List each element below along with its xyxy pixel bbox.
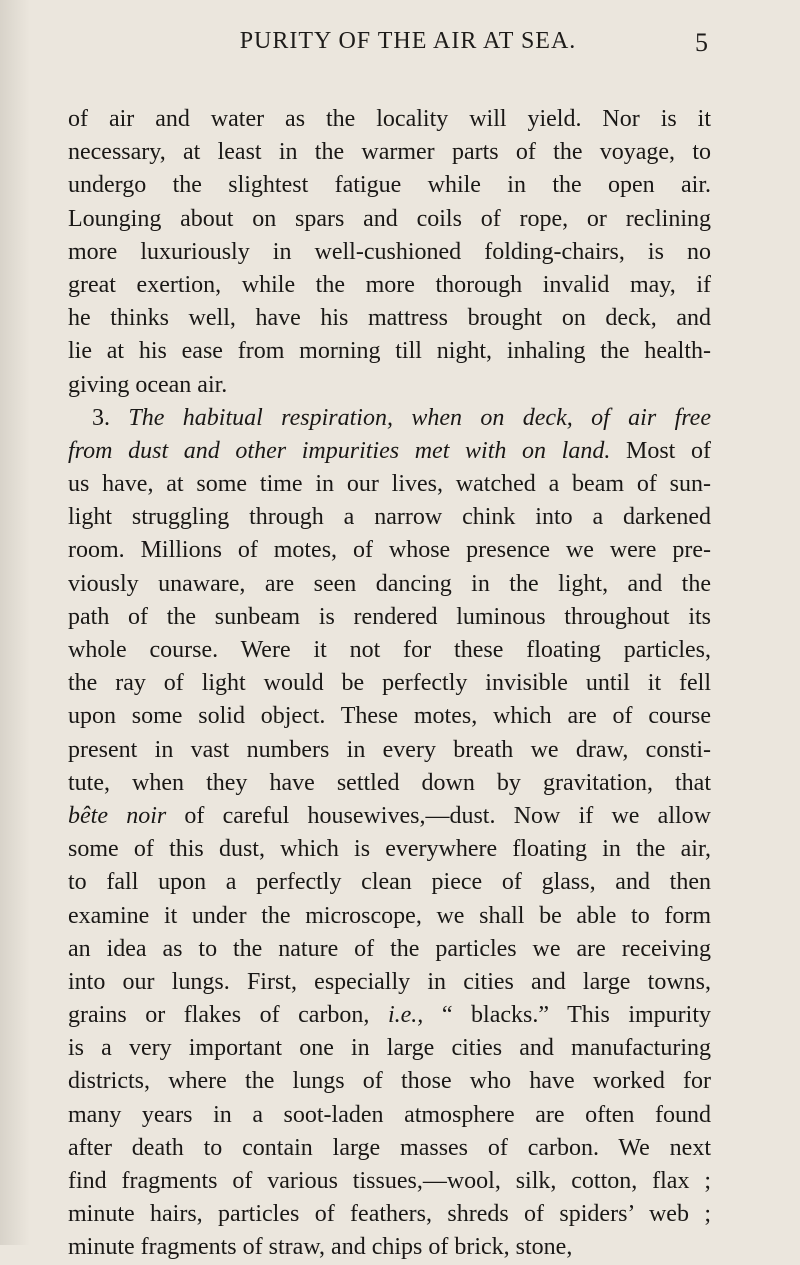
text-line: grains or flakes of carbon, i.e., “ blacks.” This impurity	[68, 1002, 711, 1029]
text-line: bête noir of careful housewives,—dust. Now if we allow	[68, 802, 711, 829]
body-text	[68, 103, 711, 1265]
text-line: present in vast numbers in every breath we draw, consti-	[68, 736, 711, 763]
text-line: examine it under the microscope, we shall be able to form	[68, 902, 711, 929]
text-line: necessary, at least in the warmer parts of the voyage, to	[68, 139, 711, 166]
text-line: some of this dust, which is everywhere floating in the air,	[68, 836, 711, 863]
text-line: minute fragments of straw, and chips of brick, stone,	[68, 1234, 573, 1261]
text-line: more luxuriously in well-cushioned folding-chairs, is no	[68, 238, 711, 265]
running-title: PURITY OF THE AIR AT SEA.	[239, 28, 577, 54]
page-number: 5	[695, 28, 708, 57]
text-line: great exertion, while the more thorough invalid may, if	[68, 271, 711, 298]
text-line: tute, when they have settled down by gravitation, that	[68, 769, 711, 796]
text-line: light struggling through a narrow chink into a darkened	[68, 504, 711, 531]
text-line: he thinks well, have his mattress brought on deck, and	[68, 305, 711, 332]
text-line: giving ocean air.	[68, 371, 228, 398]
text-line: minute hairs, particles of feathers, shreds of spiders’ web ;	[68, 1201, 711, 1228]
text-line: into our lungs. First, especially in cities and large towns,	[68, 968, 711, 995]
text-line: path of the sunbeam is rendered luminous throughout its	[68, 603, 711, 630]
text-line-italic-heading: 3. The habitual respiration, when on deck, of air free	[92, 404, 711, 431]
text-line: lie at his ease from morning till night, inhaling the health-	[68, 338, 711, 365]
text-line: upon some solid object. These motes, which are of course	[68, 703, 711, 730]
text-line: districts, where the lungs of those who have worked for	[68, 1068, 711, 1095]
text-line: is a very important one in large cities and manufacturing	[68, 1035, 711, 1062]
running-head	[68, 28, 708, 68]
text-line: viously unaware, are seen dancing in the light, and the	[68, 570, 711, 597]
text-line: an idea as to the nature of the particles we are receiving	[68, 935, 711, 962]
text-line: room. Millions of motes, of whose presence we were pre-	[68, 537, 711, 564]
text-line: many years in a soot-laden atmosphere are often found	[68, 1101, 711, 1128]
text-line: whole course. Were it not for these floating particles,	[68, 637, 711, 663]
text-line: the ray of light would be perfectly invisible until it fell	[68, 670, 711, 697]
text-line: of air and water as the locality will yield. Nor is it	[68, 106, 711, 132]
text-line: to fall upon a perfectly clean piece of glass, and then	[68, 869, 711, 896]
text-line-italic-heading: from dust and other impurities met with on land. Most of	[68, 437, 711, 464]
text-line: find fragments of various tissues,—wool, silk, cotton, flax ;	[68, 1168, 711, 1194]
text-line: undergo the slightest fatigue while in the open air.	[68, 172, 711, 199]
gutter-shadow	[0, 0, 30, 1245]
text-line: after death to contain large masses of carbon. We next	[68, 1134, 711, 1161]
text-line: Lounging about on spars and coils of rope, or reclining	[68, 205, 711, 232]
text-line: us have, at some time in our lives, watched a beam of sun-	[68, 471, 711, 498]
